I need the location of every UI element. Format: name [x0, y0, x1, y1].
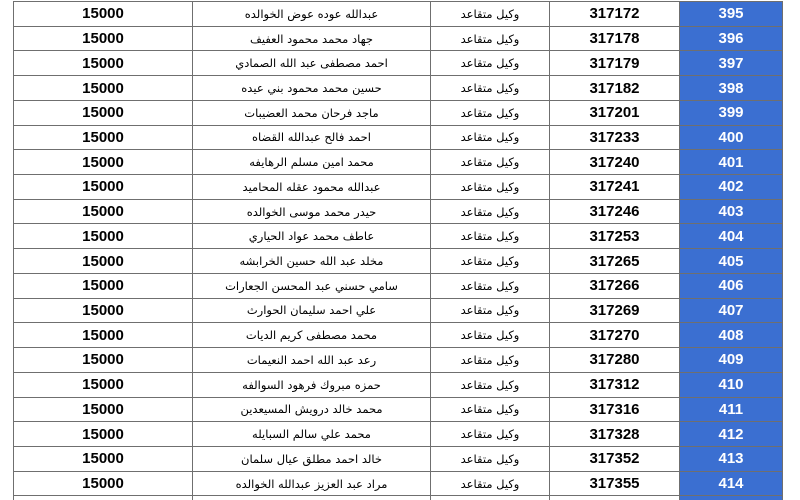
id-number-cell[interactable]: 317280	[550, 348, 680, 373]
payments-table	[13, 1, 783, 500]
sequence-cell[interactable]: 406	[680, 273, 783, 298]
amount-cell[interactable]: 15000	[14, 298, 193, 323]
name-cell[interactable]: احمد فالح عبدالله القضاه	[193, 125, 431, 150]
rank-cell[interactable]: وكيل متقاعد	[431, 273, 550, 298]
table-row	[14, 446, 783, 471]
rank-cell[interactable]: وكيل متقاعد	[431, 2, 550, 27]
table-row	[14, 51, 783, 76]
amount-cell[interactable]	[14, 496, 193, 500]
name-cell[interactable]: حيدر محمد موسى الخوالده	[193, 199, 431, 224]
amount-cell[interactable]: 15000	[14, 249, 193, 274]
table-row	[14, 348, 783, 373]
rank-cell[interactable]: وكيل متقاعد	[431, 422, 550, 447]
id-number-cell[interactable]: 317172	[550, 2, 680, 27]
sequence-cell[interactable]: 398	[680, 76, 783, 101]
id-number-cell[interactable]: 317355	[550, 471, 680, 496]
rank-cell[interactable]	[431, 496, 550, 500]
table-row	[14, 26, 783, 51]
name-cell[interactable]: مخلد عبد الله حسين الخرابشه	[193, 249, 431, 274]
sequence-cell[interactable]: 403	[680, 199, 783, 224]
id-number-cell[interactable]: 317182	[550, 76, 680, 101]
amount-cell[interactable]: 15000	[14, 150, 193, 175]
sequence-cell[interactable]: 409	[680, 348, 783, 373]
sequence-cell[interactable]: 404	[680, 224, 783, 249]
amount-cell[interactable]: 15000	[14, 224, 193, 249]
table-row	[14, 249, 783, 274]
table-row	[14, 199, 783, 224]
id-number-cell[interactable]: 317266	[550, 273, 680, 298]
sequence-cell[interactable]: 399	[680, 100, 783, 125]
rank-cell[interactable]: وكيل متقاعد	[431, 348, 550, 373]
rank-cell[interactable]: وكيل متقاعد	[431, 298, 550, 323]
id-number-cell[interactable]: 317316	[550, 397, 680, 422]
rank-cell[interactable]: وكيل متقاعد	[431, 397, 550, 422]
table-row	[14, 273, 783, 298]
name-cell[interactable]: ماجد فرحان محمد العضيبات	[193, 100, 431, 125]
sequence-cell[interactable]: 397	[680, 51, 783, 76]
id-number-cell[interactable]: 317201	[550, 100, 680, 125]
rank-cell[interactable]: وكيل متقاعد	[431, 372, 550, 397]
sequence-cell[interactable]: 414	[680, 471, 783, 496]
table-row	[14, 298, 783, 323]
table-row	[14, 150, 783, 175]
name-cell[interactable]: حسين محمد محمود بني عيده	[193, 76, 431, 101]
amount-cell[interactable]: 15000	[14, 323, 193, 348]
name-cell[interactable]: حمزه مبروك فرهود السوالفه	[193, 372, 431, 397]
rank-cell[interactable]: وكيل متقاعد	[431, 51, 550, 76]
id-number-cell[interactable]: 317240	[550, 150, 680, 175]
amount-cell[interactable]: 15000	[14, 471, 193, 496]
id-number-cell[interactable]: 317253	[550, 224, 680, 249]
rank-cell[interactable]: وكيل متقاعد	[431, 224, 550, 249]
name-cell[interactable]: احمد مصطفى عبد الله الصمادي	[193, 51, 431, 76]
rank-cell[interactable]: وكيل متقاعد	[431, 199, 550, 224]
table-row	[14, 175, 783, 200]
sequence-cell[interactable]: 412	[680, 422, 783, 447]
table-row	[14, 496, 783, 500]
amount-cell[interactable]: 15000	[14, 422, 193, 447]
sequence-cell[interactable]: 411	[680, 397, 783, 422]
sequence-cell[interactable]: 407	[680, 298, 783, 323]
id-number-cell[interactable]: 317179	[550, 51, 680, 76]
rank-cell[interactable]: وكيل متقاعد	[431, 175, 550, 200]
rank-cell[interactable]: وكيل متقاعد	[431, 323, 550, 348]
name-cell[interactable]: محمد مصطفى كريم الديات	[193, 323, 431, 348]
amount-cell[interactable]: 15000	[14, 51, 193, 76]
rank-cell[interactable]: وكيل متقاعد	[431, 125, 550, 150]
id-number-cell[interactable]: 317328	[550, 422, 680, 447]
name-cell[interactable]: خالد احمد مطلق عيال سلمان	[193, 446, 431, 471]
sequence-cell[interactable]	[680, 496, 783, 500]
amount-cell[interactable]: 15000	[14, 100, 193, 125]
amount-cell[interactable]: 15000	[14, 125, 193, 150]
amount-cell[interactable]: 15000	[14, 348, 193, 373]
name-cell[interactable]: رعد عبد الله احمد النعيمات	[193, 348, 431, 373]
amount-cell[interactable]: 15000	[14, 446, 193, 471]
rank-cell[interactable]: وكيل متقاعد	[431, 26, 550, 51]
rank-cell[interactable]: وكيل متقاعد	[431, 446, 550, 471]
name-cell[interactable]: عاطف محمد عواد الحياري	[193, 224, 431, 249]
rank-cell[interactable]: وكيل متقاعد	[431, 150, 550, 175]
table-row	[14, 100, 783, 125]
rank-cell[interactable]: وكيل متقاعد	[431, 249, 550, 274]
amount-cell[interactable]: 15000	[14, 397, 193, 422]
amount-cell[interactable]: 15000	[14, 273, 193, 298]
sequence-cell[interactable]: 402	[680, 175, 783, 200]
id-number-cell[interactable]: 317312	[550, 372, 680, 397]
id-number-cell[interactable]: 317269	[550, 298, 680, 323]
name-cell[interactable]: محمد خالد درويش المسيعدين	[193, 397, 431, 422]
amount-cell[interactable]: 15000	[14, 2, 193, 27]
amount-cell[interactable]: 15000	[14, 26, 193, 51]
name-cell[interactable]: محمد امين مسلم الرهايفه	[193, 150, 431, 175]
table-row	[14, 76, 783, 101]
table-body	[14, 2, 783, 500]
table-row	[14, 372, 783, 397]
id-number-cell[interactable]	[550, 496, 680, 500]
sequence-cell[interactable]: 413	[680, 446, 783, 471]
id-number-cell[interactable]: 317241	[550, 175, 680, 200]
rank-cell[interactable]: وكيل متقاعد	[431, 100, 550, 125]
sequence-cell[interactable]: 395	[680, 2, 783, 27]
name-cell[interactable]	[193, 496, 431, 500]
name-cell[interactable]: جهاد محمد محمود العفيف	[193, 26, 431, 51]
name-cell[interactable]: عبدالله محمود عقله المحاميد	[193, 175, 431, 200]
id-number-cell[interactable]: 317178	[550, 26, 680, 51]
id-number-cell[interactable]: 317352	[550, 446, 680, 471]
sequence-cell[interactable]: 400	[680, 125, 783, 150]
table-row	[14, 323, 783, 348]
sequence-cell[interactable]: 401	[680, 150, 783, 175]
sequence-cell[interactable]: 410	[680, 372, 783, 397]
rank-cell[interactable]: وكيل متقاعد	[431, 76, 550, 101]
id-number-cell[interactable]: 317233	[550, 125, 680, 150]
table-row	[14, 471, 783, 496]
table-row	[14, 224, 783, 249]
table-row	[14, 125, 783, 150]
rank-cell[interactable]: وكيل متقاعد	[431, 471, 550, 496]
name-cell[interactable]: محمد علي سالم السبايله	[193, 422, 431, 447]
sequence-cell[interactable]: 408	[680, 323, 783, 348]
sequence-cell[interactable]: 405	[680, 249, 783, 274]
amount-cell[interactable]: 15000	[14, 372, 193, 397]
name-cell[interactable]: سامي حسني عبد المحسن الجعارات	[193, 273, 431, 298]
amount-cell[interactable]: 15000	[14, 175, 193, 200]
amount-cell[interactable]: 15000	[14, 199, 193, 224]
amount-cell[interactable]: 15000	[14, 76, 193, 101]
sequence-cell[interactable]: 396	[680, 26, 783, 51]
name-cell[interactable]: عبدالله عوده عوض الخوالده	[193, 2, 431, 27]
id-number-cell[interactable]: 317270	[550, 323, 680, 348]
table-row	[14, 2, 783, 27]
table-row	[14, 422, 783, 447]
name-cell[interactable]: علي احمد سليمان الحوارث	[193, 298, 431, 323]
table-row	[14, 397, 783, 422]
id-number-cell[interactable]: 317246	[550, 199, 680, 224]
id-number-cell[interactable]: 317265	[550, 249, 680, 274]
name-cell[interactable]: مراد عبد العزيز عبدالله الخوالده	[193, 471, 431, 496]
